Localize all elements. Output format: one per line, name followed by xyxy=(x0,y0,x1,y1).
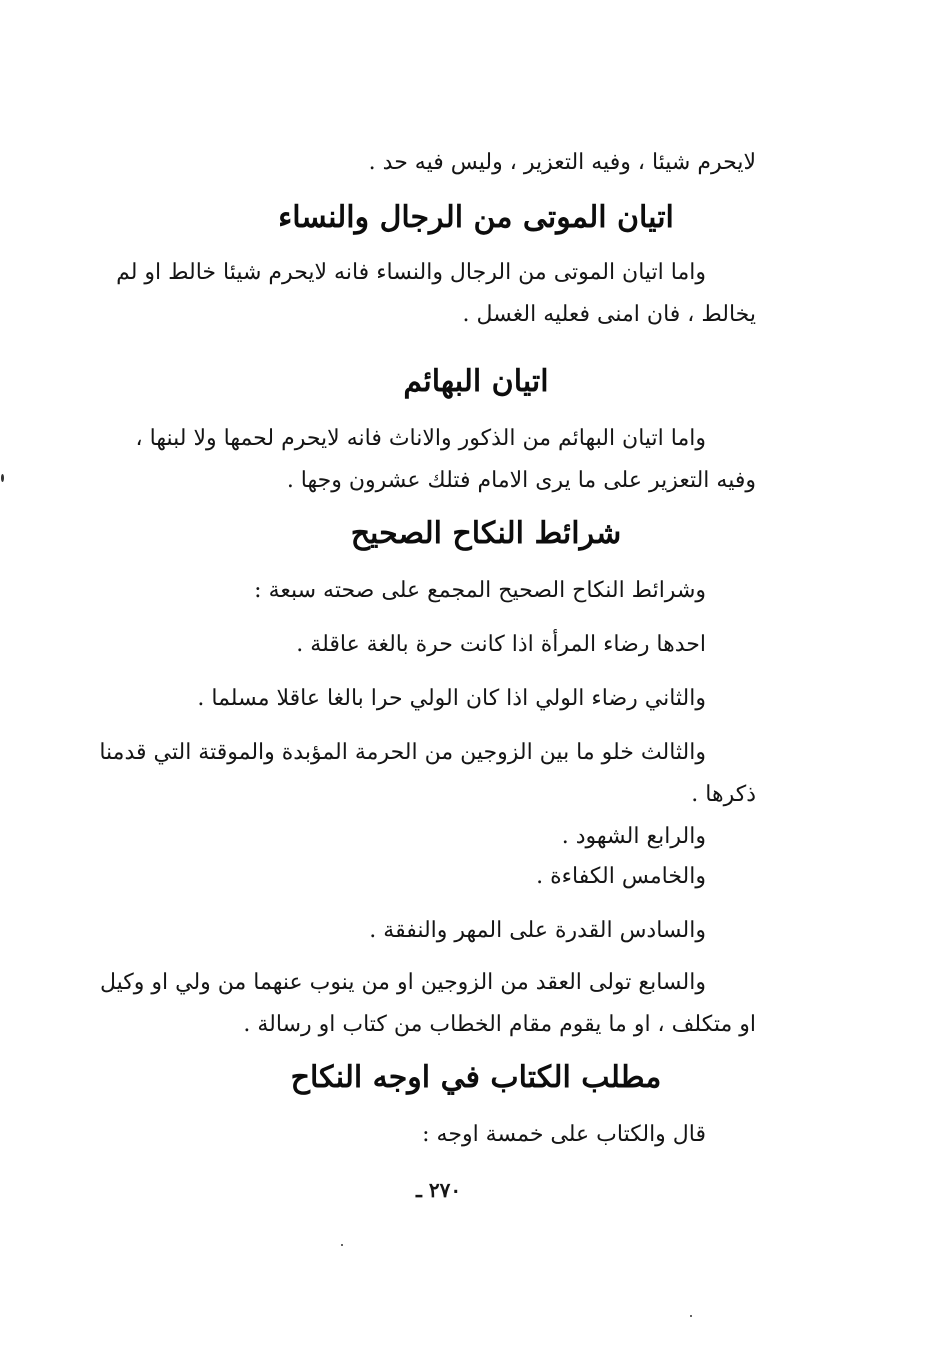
text-line: واما اتيان الموتى من الرجال والنساء فانه لايحرم شيئا خالط او لم xyxy=(116,260,706,285)
scan-speck xyxy=(341,1244,343,1246)
list-item: والسابع تولى العقد من الزوجين او من ينوب عنهما من ولي او وكيل xyxy=(99,970,706,995)
section-heading-letter: مطلب الكتاب في اوجه النكاح xyxy=(290,1060,662,1095)
list-item: والرابع الشهود . xyxy=(561,824,706,849)
text-line: يخالط ، فان امنى فعليه الغسل . xyxy=(462,302,756,327)
text-line: وفيه التعزير على ما يرى الامام فتلك عشرون وجها . xyxy=(286,468,756,493)
text-line: واما اتيان البهائم من الذكور والاناث فانه لايحرم لحمها ولا لبنها ، xyxy=(135,426,706,451)
text-line: وشرائط النكاح الصحيح المجمع على صحته سبعة : xyxy=(254,578,706,603)
section-heading-dead: اتيان الموتى من الرجال والنساء xyxy=(278,200,674,235)
list-item: والخامس الكفاءة . xyxy=(536,864,706,889)
list-item: والسادس القدرة على المهر والنفقة . xyxy=(369,918,706,943)
list-item: والثاني رضاء الولي اذا كان الولي حرا بالغا عاقلا مسلما . xyxy=(197,686,706,711)
scan-speck xyxy=(690,1315,692,1317)
section-heading-animals: اتيان البهائم xyxy=(403,364,549,399)
list-item: والثالث خلو ما بين الزوجين من الحرمة المؤبدة والموقتة التي قدمنا xyxy=(99,740,706,765)
list-item: احدها رضاء المرأة اذا كانت حرة بالغة عاقلة . xyxy=(296,632,706,657)
section-heading-conditions: شرائط النكاح الصحيح xyxy=(350,516,622,551)
list-item: او متكلف ، او ما يقوم مقام الخطاب من كتاب او رسالة . xyxy=(243,1012,756,1037)
list-item: ذكرها . xyxy=(691,782,756,807)
page-number: ٢٧٠ ـ xyxy=(416,1178,462,1202)
text-line: قال والكتاب على خمسة اوجه : xyxy=(422,1122,706,1147)
scan-speck xyxy=(1,474,4,482)
text-line: لايحرم شيئا ، وفيه التعزير ، وليس فيه حد . xyxy=(368,150,756,175)
